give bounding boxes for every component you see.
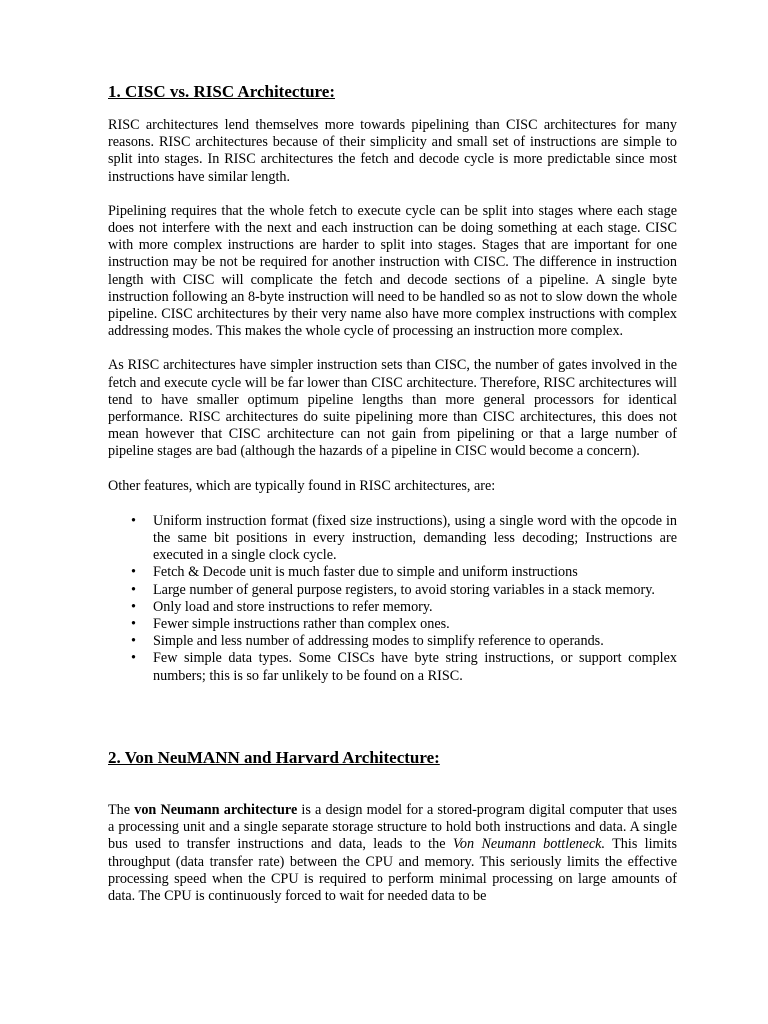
section-2-heading: 2. Von NeuMANN and Harvard Architecture:: [108, 747, 440, 767]
list-item-text: Simple and less number of addressing modes to simplify reference to operands.: [153, 633, 604, 650]
bullet-icon: •: [131, 598, 136, 615]
paragraph-von-neumann: [108, 802, 677, 905]
bullet-icon: •: [131, 650, 136, 667]
list-item-text: Fetch & Decode unit is much faster due to simple and uniform instructions: [153, 564, 578, 581]
list-item-text: Only load and store instructions to refer memory.: [153, 598, 433, 615]
list-item: [131, 598, 677, 616]
bullet-icon: •: [131, 633, 136, 650]
list-item-text: Few simple data types. Some CISCs have byte string instructions, or support complex numbers; this is so far unlikely to be found on a RISC.: [153, 650, 677, 684]
paragraph-other-features-intro: Other features, which are typically found in RISC architectures, are:: [108, 477, 496, 494]
list-item: [131, 581, 677, 599]
list-item-text: Fewer simple instructions rather than complex ones.: [153, 616, 450, 633]
list-item-text: Uniform instruction format (fixed size instructions), using a single word with the opcode in the same bit positions in every instruction, demanding less decoding; Instructions are executed in a single clock cycle.: [153, 512, 677, 564]
paragraph-gates-comparison: As RISC architectures have simpler instruction sets than CISC, the number of gates involved in the fetch and execute cycle will be far lower than CISC architecture. Therefore, RISC architectures will tend to have smaller optimum pipeline lengths than more general processors for identical performance. RISC architectures do suite pipelining more than CISC architectures, this does not mean however that CISC architecture can not gain from pipelining or that a large number of pipeline stages are bad (although the hazards of a pipeline in CISC would become a concern).: [108, 357, 677, 460]
intro-tail: This limits throughput (data transfer rate) between the CPU and memory. This seriously limits the effective processing speed when the CPU is required to perform minimal processing on large amounts of data. The CPU is continuously forced to wait for needed data to be: [108, 836, 677, 904]
list-item-text: Large number of general purpose registers, to avoid storing variables in a stack memory.: [153, 581, 655, 598]
intro-mid: is a design model for a stored-program digital computer that uses a processing unit and a single separate storage structure to hold both instructions and data. A single bus used to transfer instructions and data, leads to the: [108, 801, 677, 853]
intro-prefix: The: [108, 801, 135, 818]
section-1-heading: 1. CISC vs. RISC Architecture:: [108, 82, 335, 101]
list-item: [131, 616, 677, 633]
list-item: [131, 512, 677, 565]
von-neumann-term: von Neumann architecture: [134, 801, 298, 818]
risc-features-list: [108, 513, 677, 685]
bullet-icon: •: [131, 581, 136, 598]
bottleneck-term: Von Neumann bottleneck.: [452, 836, 606, 853]
paragraph-risc-pipelining: RISC architectures lend themselves more towards pipelining than CISC architectures for many reasons. RISC architectures because of their simplicity and small set of instructions are simple to split into stages. In RISC architectures the fetch and decode cycle is more predictable since most instructions have similar length.: [108, 117, 677, 185]
paragraph-pipelining-requirements: Pipelining requires that the whole fetch to execute cycle can be split into stages where each stage does not interfere with the next and each instruction can be doing something at each stage. CISC with more complex instructions are harder to split into stages. Stages that are important for one instruction may be not be required for another instruction with CISC. The difference in instruction length with CISC will complicate the fetch and decode sections of a pipeline. A single byte instruction following an 8-byte instruction will need to be handled so as not to slow down the whole pipeline. CISC architectures by their very name also have more complex instructions with complex addressing modes. This makes the whole cycle of processing an instruction more complex.: [108, 202, 677, 340]
bullet-icon: •: [131, 616, 136, 633]
list-item: [131, 650, 677, 684]
list-item: [131, 633, 677, 650]
list-item: [131, 564, 677, 581]
bullet-icon: •: [131, 512, 136, 529]
bullet-icon: •: [131, 564, 136, 581]
